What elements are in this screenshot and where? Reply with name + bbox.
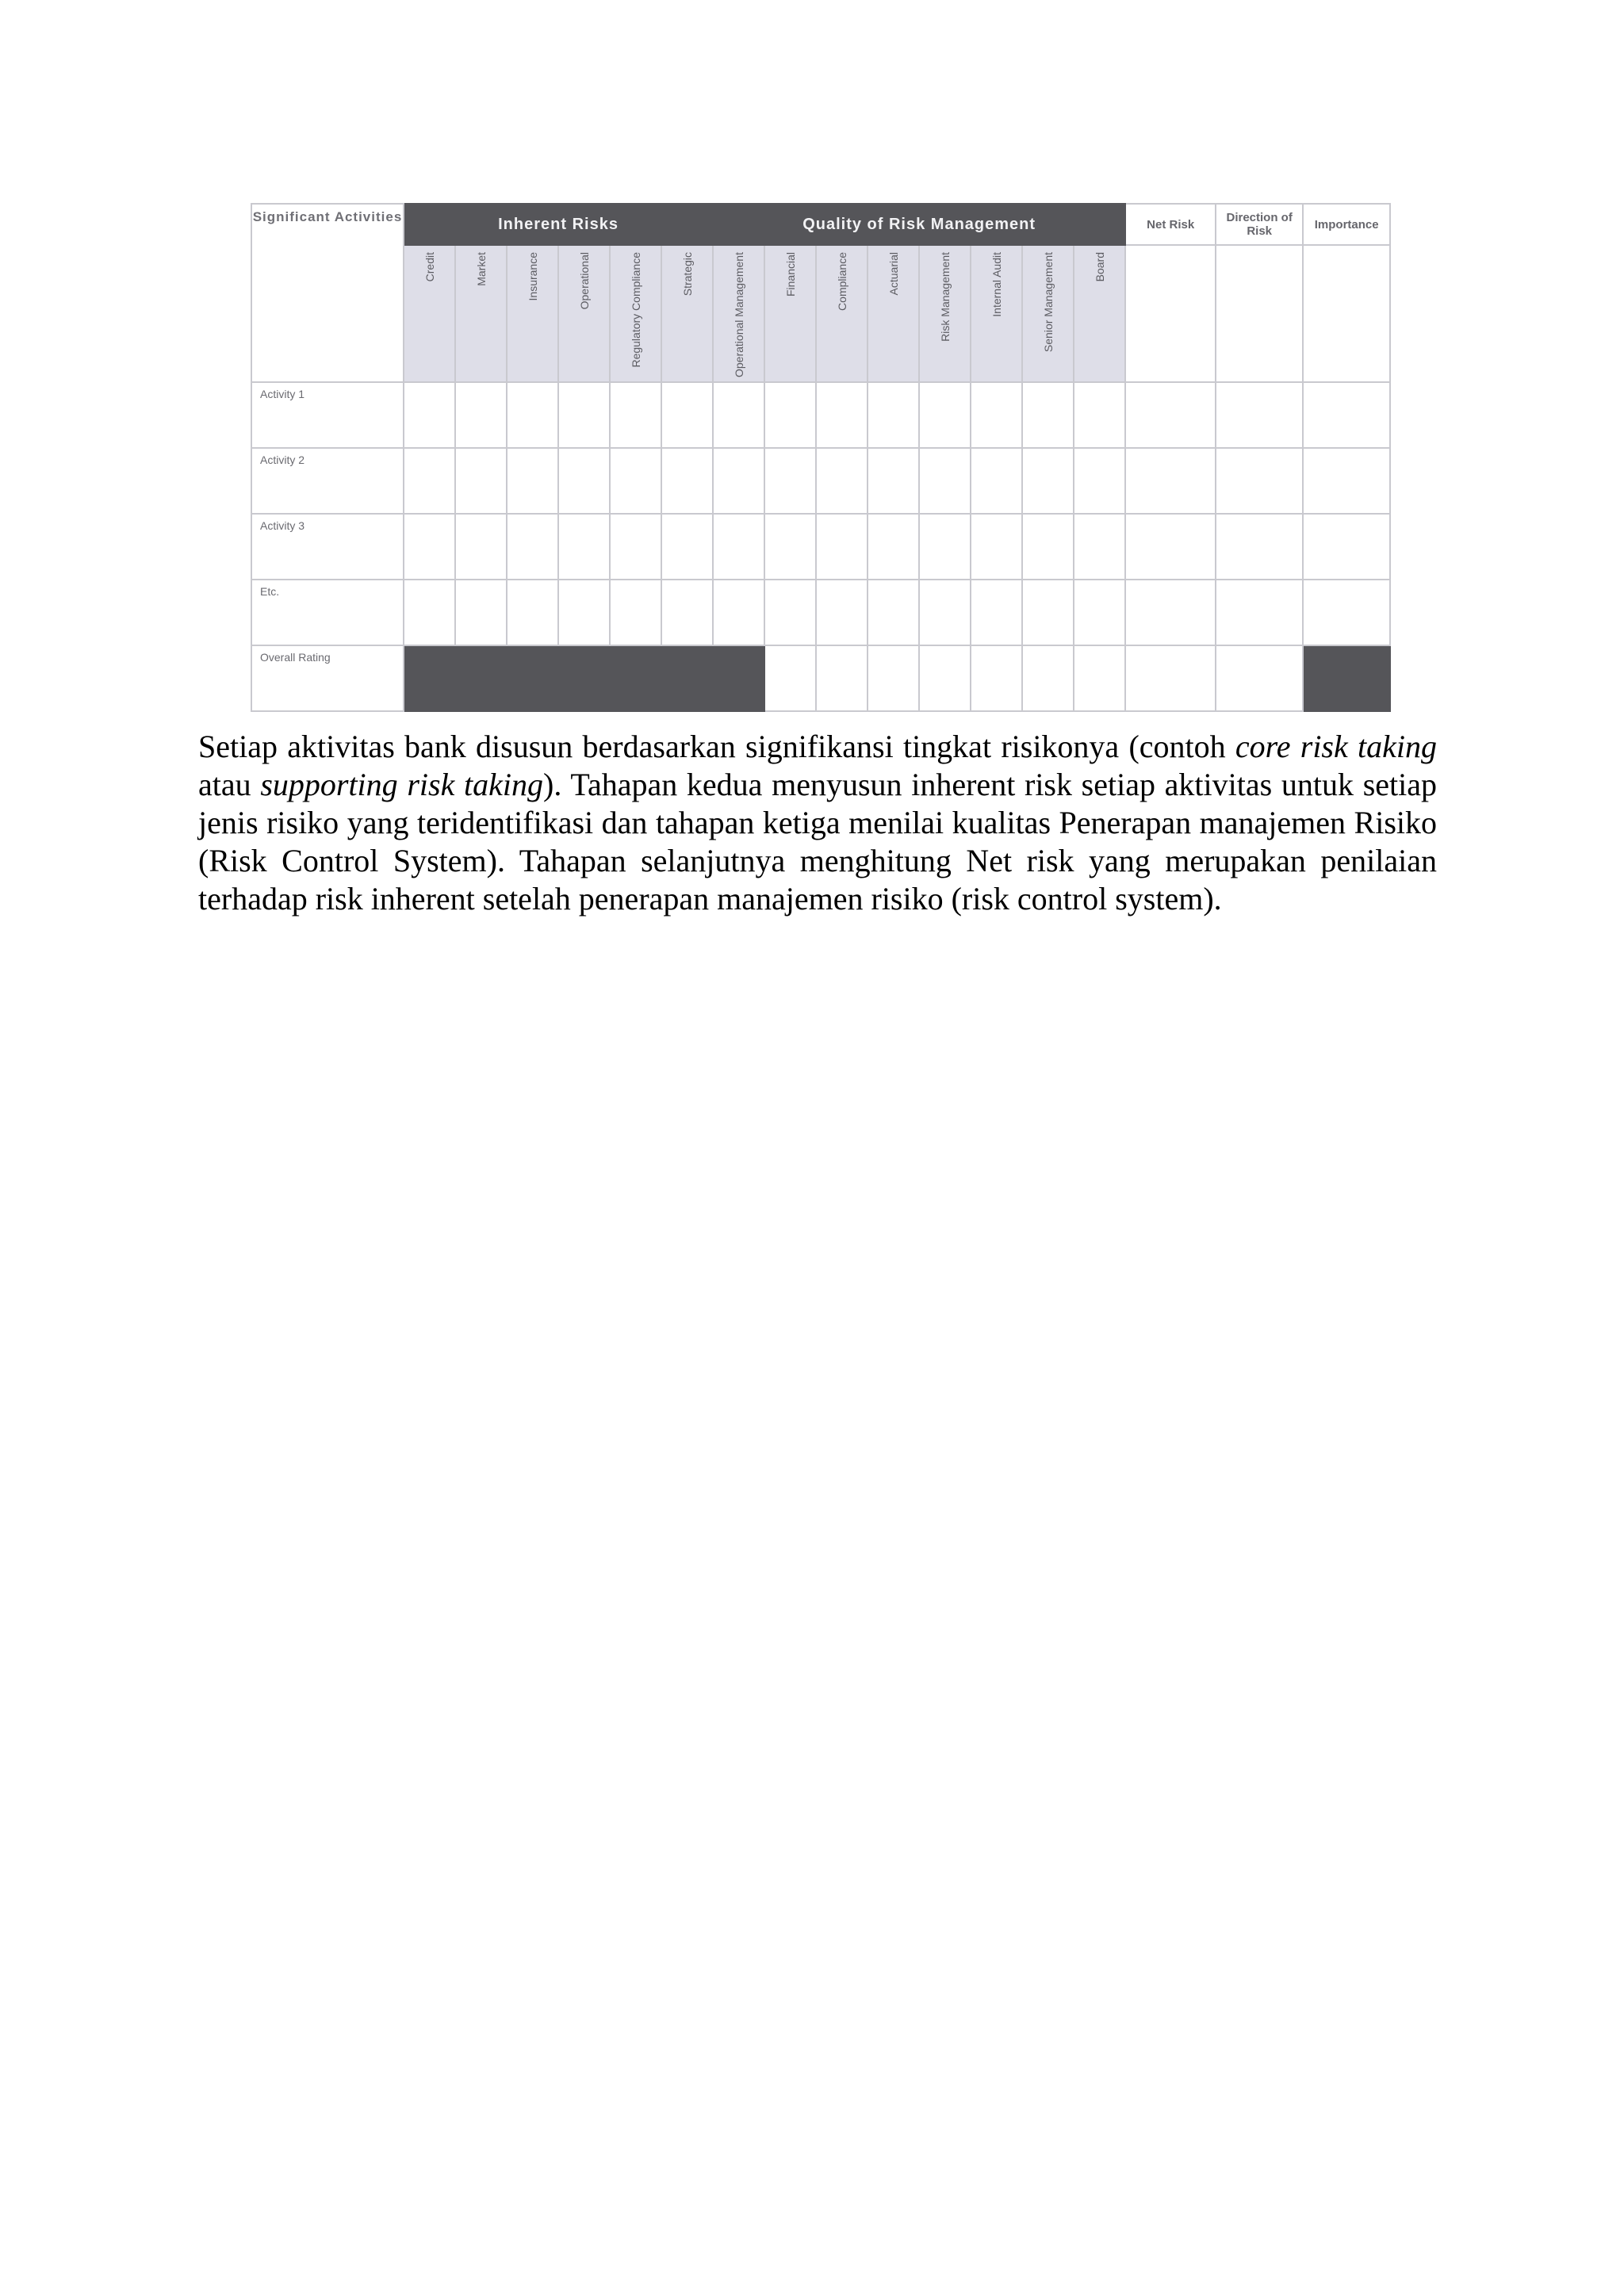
table-cell xyxy=(919,645,971,711)
table-cell xyxy=(868,645,919,711)
table-cell xyxy=(971,382,1022,448)
quality-col-header: Board xyxy=(1074,245,1125,382)
importance-shaded-cell xyxy=(1303,645,1390,711)
table-cell xyxy=(661,382,713,448)
quality-col-header: Actuarial xyxy=(868,245,919,382)
table-cell xyxy=(1022,645,1074,711)
table-cell xyxy=(764,382,816,448)
importance-header: Importance xyxy=(1303,204,1390,245)
inherent-col-header: Regulatory Compliance xyxy=(610,245,661,382)
table-cell xyxy=(1022,580,1074,645)
table-cell xyxy=(661,514,713,580)
table-cell xyxy=(455,382,507,448)
paragraph-italic: core risk taking xyxy=(1235,729,1437,764)
table-cell xyxy=(816,382,868,448)
table-cell xyxy=(971,645,1022,711)
table-cell xyxy=(507,448,558,514)
table-cell xyxy=(764,580,816,645)
table-cell xyxy=(1074,645,1125,711)
table-cell xyxy=(764,514,816,580)
table-cell xyxy=(1216,382,1303,448)
table-cell xyxy=(610,580,661,645)
table-cell xyxy=(713,448,764,514)
table-cell xyxy=(1216,580,1303,645)
table-cell xyxy=(764,448,816,514)
table-cell xyxy=(1303,448,1390,514)
risk-matrix-figure xyxy=(251,203,1389,693)
table-cell xyxy=(1074,514,1125,580)
quality-col-header: Risk Management xyxy=(919,245,971,382)
table-cell xyxy=(713,382,764,448)
paragraph-italic: supporting risk taking xyxy=(260,767,544,802)
table-cell xyxy=(868,448,919,514)
paragraph-text: Setiap aktivitas bank disusun berdasarkan signifikansi tingkat risikonya (contoh xyxy=(198,729,1235,764)
quality-col-header: Internal Audit xyxy=(971,245,1022,382)
table-cell xyxy=(1216,448,1303,514)
table-cell xyxy=(558,514,610,580)
table-cell xyxy=(764,645,816,711)
table-cell xyxy=(455,580,507,645)
quality-col-header: Senior Management xyxy=(1022,245,1074,382)
inherent-risks-header: Inherent Risks xyxy=(404,204,713,245)
table-cell xyxy=(816,580,868,645)
inherent-col-header: Insurance xyxy=(507,245,558,382)
table-row xyxy=(251,382,1390,448)
table-row xyxy=(251,448,1390,514)
table-cell xyxy=(661,580,713,645)
table-cell xyxy=(713,514,764,580)
table-cell xyxy=(971,448,1022,514)
row-label: Activity 3 xyxy=(251,514,404,580)
table-cell xyxy=(558,382,610,448)
table-cell xyxy=(507,514,558,580)
inherent-col-header: Strategic xyxy=(661,245,713,382)
table-cell xyxy=(558,580,610,645)
direction-of-risk-header: Direction of Risk xyxy=(1216,204,1303,245)
table-cell xyxy=(1125,448,1216,514)
inherent-col-header: Operational xyxy=(558,245,610,382)
table-cell xyxy=(1303,580,1390,645)
table-cell xyxy=(1074,580,1125,645)
paragraph-text: atau xyxy=(198,767,261,802)
table-cell xyxy=(1216,514,1303,580)
table-cell xyxy=(610,448,661,514)
table-cell xyxy=(868,580,919,645)
row-label: Etc. xyxy=(251,580,404,645)
table-cell xyxy=(1303,514,1390,580)
quality-of-risk-management-header: Quality of Risk Management xyxy=(713,204,1125,245)
row-label: Activity 1 xyxy=(251,382,404,448)
table-cell xyxy=(868,514,919,580)
row-label: Overall Rating xyxy=(251,645,404,711)
table-cell xyxy=(455,448,507,514)
table-row xyxy=(251,580,1390,645)
table-cell xyxy=(404,580,455,645)
risk-matrix-table xyxy=(251,203,1391,712)
table-cell xyxy=(1074,382,1125,448)
table-cell xyxy=(404,514,455,580)
table-cell xyxy=(455,514,507,580)
quality-col-header: Operational Management xyxy=(713,245,764,382)
table-cell xyxy=(610,382,661,448)
table-cell xyxy=(1022,514,1074,580)
direction-of-risk-subheader xyxy=(1216,245,1303,382)
table-cell xyxy=(816,514,868,580)
table-cell xyxy=(919,514,971,580)
table-cell xyxy=(816,448,868,514)
quality-col-header: Compliance xyxy=(816,245,868,382)
table-cell xyxy=(713,580,764,645)
overall-rating-shaded-block xyxy=(404,645,764,711)
table-cell xyxy=(404,448,455,514)
table-row xyxy=(251,514,1390,580)
table-cell xyxy=(1022,448,1074,514)
inherent-col-header: Credit xyxy=(404,245,455,382)
table-cell xyxy=(661,448,713,514)
table-cell xyxy=(919,382,971,448)
paragraph-text: ). Tahapan kedua menyusun inherent risk setiap aktivitas untuk setiap jenis risiko yang teridentifikasi dan tahapan ketiga menilai kualitas Penerapan manajemen Risiko (Risk Control System). Tahapan selanjutnya menghitung Net risk yang merupakan penilaian terhadap risk inherent setelah penerapan manajemen risiko (risk control system). xyxy=(198,767,1437,916)
table-cell xyxy=(610,514,661,580)
table-cell xyxy=(1125,645,1216,711)
row-label: Activity 2 xyxy=(251,448,404,514)
table-cell xyxy=(919,448,971,514)
table-cell xyxy=(1074,448,1125,514)
table-cell xyxy=(558,448,610,514)
table-cell xyxy=(1216,645,1303,711)
table-cell xyxy=(1303,382,1390,448)
table-cell xyxy=(1022,382,1074,448)
quality-col-header: Financial xyxy=(764,245,816,382)
table-cell xyxy=(507,382,558,448)
importance-subheader xyxy=(1303,245,1390,382)
table-cell xyxy=(816,645,868,711)
significant-activities-header: Significant Activities xyxy=(251,204,404,382)
overall-rating-row xyxy=(251,645,1390,711)
table-cell xyxy=(1125,580,1216,645)
table-cell xyxy=(1125,382,1216,448)
net-risk-subheader xyxy=(1125,245,1216,382)
table-cell xyxy=(919,580,971,645)
table-cell xyxy=(1125,514,1216,580)
table-cell xyxy=(971,580,1022,645)
table-cell xyxy=(868,382,919,448)
table-cell xyxy=(404,382,455,448)
table-cell xyxy=(507,580,558,645)
body-paragraph xyxy=(198,728,1437,918)
table-cell xyxy=(971,514,1022,580)
net-risk-header: Net Risk xyxy=(1125,204,1216,245)
inherent-col-header: Market xyxy=(455,245,507,382)
